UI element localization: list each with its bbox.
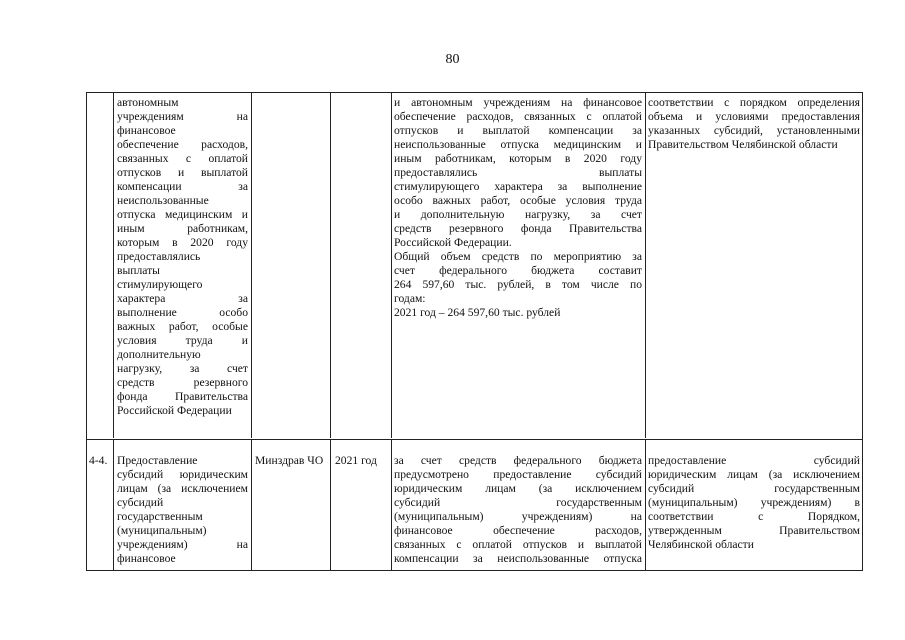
- text-line: субсидий государственным: [394, 496, 642, 509]
- measure-name-cell: [114, 440, 251, 571]
- text-line: неиспользованные отпуска медицинским и: [394, 138, 642, 151]
- text-line: которым в 2020 году: [117, 236, 248, 249]
- text-line: обеспечение расходов, связанных с оплатой: [394, 110, 642, 123]
- text-line: предусмотрено предоставление субсидий: [394, 468, 642, 481]
- text-line: обеспечение расходов,: [117, 138, 248, 151]
- text-line: неиспользованные: [117, 194, 209, 207]
- text-line: субсидий: [117, 496, 164, 509]
- text-line: и автономным учреждениям на финансовое: [394, 96, 642, 109]
- text-line: автономным: [117, 96, 179, 109]
- text-line: годам:: [394, 292, 426, 305]
- period-cell: [331, 93, 391, 438]
- text-line: условия труда и: [117, 334, 248, 347]
- column-divider: [251, 93, 252, 438]
- text-line: (муниципальным) учреждениям) в: [648, 496, 860, 509]
- text-line: отпусков и выплатой компенсации за: [394, 124, 642, 137]
- text-line: и дополнительную нагрузку, за счет: [394, 208, 642, 221]
- text-line: предоставление субсидий: [648, 454, 860, 467]
- text-line: лицам (за исключением: [117, 482, 248, 495]
- text-line: юридическим лицам (за исключением: [648, 468, 860, 481]
- text-line: Общий объем средств по мероприятию за: [394, 250, 642, 263]
- row-number-cell: 4-4.: [89, 454, 108, 467]
- text-line: учреждениям) на: [117, 538, 248, 551]
- text-line: дополнительную: [117, 348, 201, 361]
- text-line: особо важных работ, особые условия труда: [394, 194, 642, 207]
- text-line: характера за: [117, 292, 248, 305]
- measures-table: [86, 92, 863, 571]
- text-line: средств резервного фонда Правительства: [394, 222, 642, 235]
- description-cell: [392, 440, 645, 571]
- text-line: Российской Федерации.: [394, 236, 512, 249]
- text-line: важных работ, особые: [117, 320, 248, 333]
- text-line: государственным: [117, 510, 203, 523]
- text-line: нагрузку, за счет: [117, 362, 248, 375]
- text-line: объема и условиями предоставления: [648, 110, 860, 123]
- text-line: стимулирующего характера за выполнение: [394, 180, 642, 193]
- table-row: [87, 93, 862, 438]
- text-line: соответствии с порядком определения: [648, 96, 860, 109]
- text-line: утвержденным Правительством: [648, 524, 860, 537]
- text-line: иным работникам, которым в 2020 году: [394, 152, 642, 165]
- text-line: учреждениям на: [117, 110, 248, 123]
- text-line: Российской Федерации: [117, 404, 232, 417]
- description-cell: [392, 93, 645, 438]
- text-line: финансовое: [117, 552, 176, 565]
- text-line: предоставлялись: [117, 250, 201, 263]
- text-line: фонда Правительства: [117, 390, 248, 403]
- text-line: компенсации за: [117, 180, 248, 193]
- row-number-cell: [87, 93, 113, 438]
- text-line: счет федерального бюджета составит: [394, 264, 642, 277]
- text-line: связанных с оплатой отпусков и выплатой: [394, 538, 642, 551]
- text-line: Предоставление: [117, 454, 198, 467]
- text-line: отпусков и выплатой: [117, 166, 248, 179]
- text-line: (муниципальным) учреждениям) на: [394, 510, 642, 523]
- column-divider: [330, 440, 331, 571]
- text-line: выплаты: [117, 264, 160, 277]
- text-line: 264 597,60 тыс. рублей, в том числе по: [394, 278, 642, 291]
- executor-cell: Минздрав ЧО: [255, 454, 324, 467]
- text-line: субсидий государственным: [648, 482, 860, 495]
- text-line: указанных субсидий, установленными: [648, 124, 860, 137]
- column-divider: [391, 440, 392, 571]
- text-line: за счет средств федерального бюджета: [394, 454, 642, 467]
- column-divider: [113, 93, 114, 438]
- conditions-cell: [646, 93, 863, 438]
- column-divider: [645, 440, 646, 571]
- measure-name-cell: [114, 93, 251, 438]
- text-line: отпуска медицинским и: [117, 208, 248, 221]
- text-line: стимулирующего: [117, 278, 203, 291]
- conditions-cell: [646, 440, 863, 571]
- text-line: 2021 год – 264 597,60 тыс. рублей: [394, 306, 561, 319]
- column-divider: [645, 93, 646, 438]
- text-line: (муниципальным): [117, 524, 207, 537]
- table-row: [87, 439, 862, 571]
- text-line: связанных с оплатой: [117, 152, 248, 165]
- text-line: иным работникам,: [117, 222, 248, 235]
- text-line: Челябинской области: [648, 538, 754, 551]
- executor-cell: [252, 93, 330, 438]
- column-divider: [251, 440, 252, 571]
- text-line: Правительством Челябинской области: [648, 138, 838, 151]
- column-divider: [391, 93, 392, 438]
- text-line: юридическим лицам (за исключением: [394, 482, 642, 495]
- text-line: компенсации за неиспользованные отпуска: [394, 552, 642, 565]
- text-line: финансовое обеспечение расходов,: [394, 524, 642, 537]
- text-line: предоставлялись выплаты: [394, 166, 642, 179]
- column-divider: [113, 440, 114, 571]
- text-line: финансовое: [117, 124, 176, 137]
- text-line: выполнение особо: [117, 306, 248, 319]
- text-line: субсидий юридическим: [117, 468, 248, 481]
- text-line: соответствии с Порядком,: [648, 510, 860, 523]
- text-line: средств резервного: [117, 376, 248, 389]
- column-divider: [330, 93, 331, 438]
- period-cell: 2021 год: [335, 454, 377, 467]
- page-number: 80: [445, 52, 460, 67]
